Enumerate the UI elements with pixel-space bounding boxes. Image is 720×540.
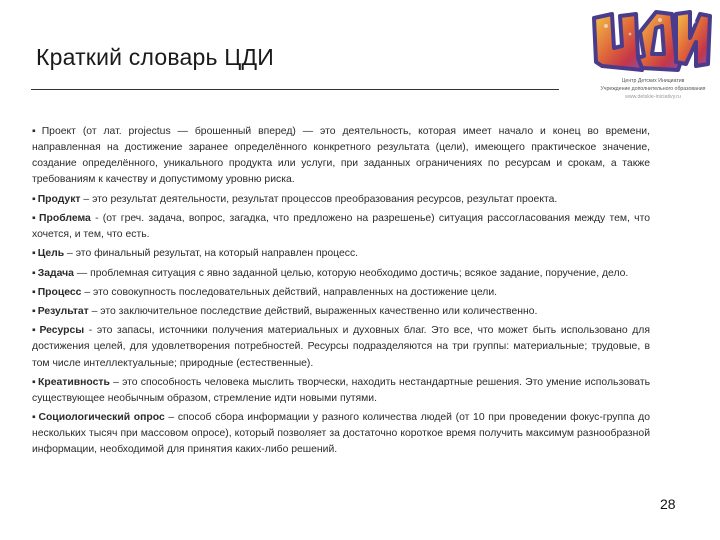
bullet-icon: ▪: [32, 193, 36, 205]
glossary-term: Проблема: [39, 212, 91, 224]
glossary-term: Продукт: [37, 193, 81, 205]
glossary-term: Цель: [37, 248, 65, 260]
bullet-icon: ▪: [32, 325, 38, 337]
glossary-definition: (от лат. projectus — брошенный вперед) — это деятельность, которая имеет начало и конец во времени, направленная на достижение заранее определённого конкретного результата (цели), имеющего практическое значение, создание определённого, уникального продукта или услуги, при заданных ограничениях по ресурсам и срокам, а также требованиям к качеству и допустимому уровню риска.: [32, 126, 651, 186]
glossary-item: [32, 124, 650, 188]
glossary-term: Креативность: [38, 376, 110, 388]
glossary-definition: – это заключительное последствие действий, выраженных качественно или количественно.: [88, 306, 538, 318]
glossary-term: Процесс: [37, 286, 82, 298]
logo-caption-line: Центр Детских Инициатив: [621, 78, 685, 84]
glossary-item: [32, 304, 650, 320]
glossary-definition: – это способность человека мыслить творчески, находить нестандартные решения. Это умение использовать существующее необычным образом, стремление идти новыми путями.: [32, 376, 650, 404]
glossary-definition: – это результат деятельности, результат процессов преобразования ресурсов, результат проекта.: [80, 193, 558, 205]
bullet-icon: ▪: [32, 306, 36, 318]
glossary-definition: — проблемная ситуация с явно заданной целью, которую необходимо достичь; всякое задание, поручение, дело.: [73, 267, 629, 279]
glossary-definition: – это совокупность последовательных действий, направленных на достижение цели.: [81, 286, 498, 298]
bullet-icon: ▪: [32, 412, 37, 424]
bullet-icon: ▪: [32, 126, 40, 137]
bullet-icon: ▪: [32, 248, 36, 260]
glossary-term: Результат: [37, 306, 89, 318]
glossary-term: Социологический опрос: [38, 412, 165, 424]
glossary-definition: – способ сбора информации у разного количества людей (от 10 при проведении фокус-группа до нескольких тысяч при массовом опросе), который позволяет за достаточно короткое время получить максимум разнообразной информации, необходимой для принятия каких-либо решений.: [32, 412, 651, 456]
bullet-icon: ▪: [32, 286, 36, 298]
glossary-item: [32, 375, 650, 407]
glossary-item: [32, 285, 650, 301]
bullet-icon: ▪: [32, 212, 38, 224]
page-number: 28: [660, 496, 676, 512]
bullet-icon: ▪: [32, 267, 36, 279]
glossary-term: Проект: [41, 126, 76, 137]
glossary-list: [32, 124, 650, 462]
bullet-icon: ▪: [32, 376, 37, 388]
title-divider: [31, 89, 559, 90]
glossary-item: [32, 211, 650, 243]
logo-caption-line: www.detskie-iniciativy.ru: [625, 94, 681, 100]
glossary-term: Ресурсы: [39, 325, 85, 337]
glossary-item: [32, 266, 650, 282]
slide-title: Краткий словарь ЦДИ: [36, 44, 274, 70]
glossary-item: [32, 410, 650, 458]
glossary-definition: - (от греч. задача, вопрос, загадка, что предложено на разрешенье) ситуация рассогласования между тем, что хочется, и тем, что есть.: [32, 212, 650, 240]
cdi-logo-graffiti: [572, 4, 712, 80]
glossary-item: [32, 246, 650, 262]
glossary-item: [32, 192, 650, 208]
logo-caption-line: Учреждение дополнительного образования: [600, 86, 706, 92]
glossary-item: [32, 323, 650, 371]
glossary-term: Задача: [37, 267, 74, 279]
cdi-logo: [572, 4, 712, 108]
glossary-definition: – это финальный результат, на который направлен процесс.: [64, 248, 359, 260]
glossary-definition: - это запасы, источники получения материальных и духовных благ. Это все, что может быть использовано для достижения целей, для удовлетворения потребностей. Ресурсы подразделяются на три группы: материальные; трудовые, в том числе интеллектуальные; природные (естественные).: [32, 325, 650, 369]
